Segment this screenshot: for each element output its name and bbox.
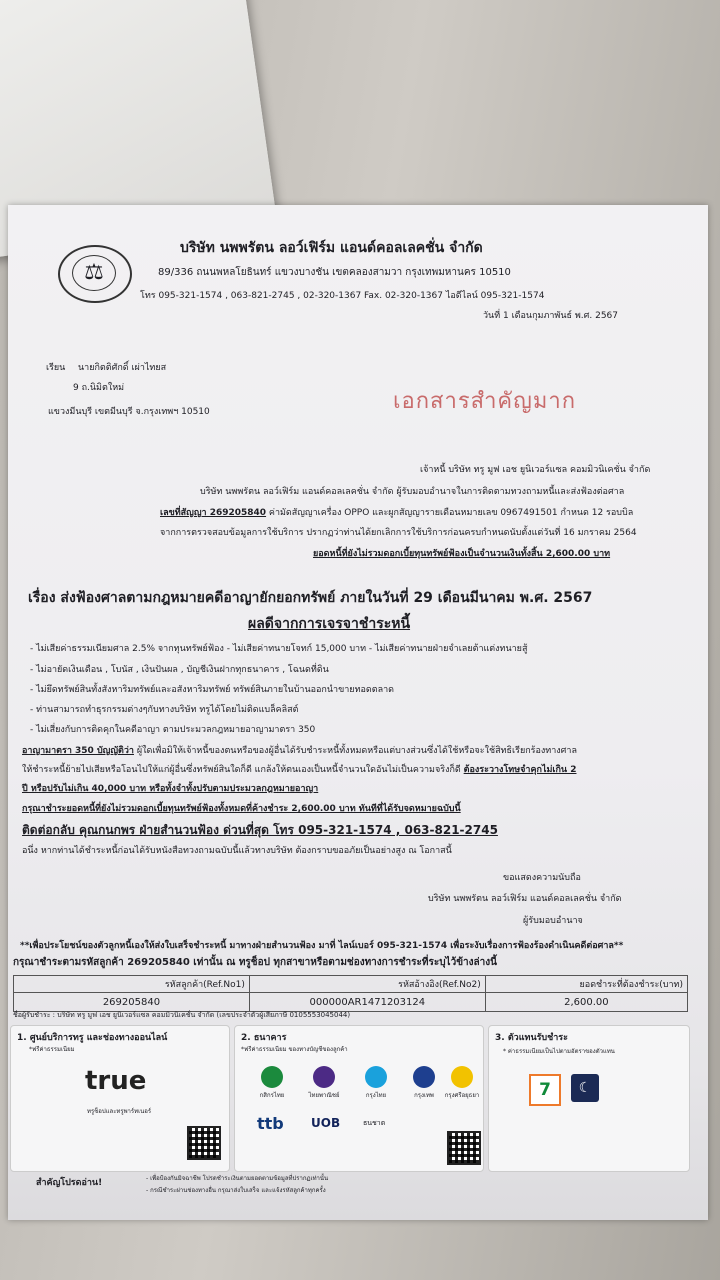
closing-respect: ขอแสดงความนับถือ [503, 873, 581, 883]
letter-subject: เรื่อง ส่งฟ้องศาลตามกฎหมายคดีอาญายักยอกทรัพย์ ภายในวันที่ 29 เดือนมีนาคม พ.ศ. 2567 [28, 590, 593, 606]
footer-note-1: - เพื่อป้องกันมิจฉาชีพ โปรดชำระเงินตามยอดตามข้อมูลที่ปรากฏเท่านั้น [146, 1175, 329, 1182]
closing-company: บริษัท นพพรัตน ลอว์เฟิร์ม แอนด์คอลเลคชั่น จำกัด [428, 894, 622, 904]
table-header-cell: รหัสอ้างอิง(Ref.No2) [249, 976, 485, 993]
service-cancel-line: จากการตรวจสอบข้อมูลการใช้บริการ ปรากฏว่าท่านได้ยกเลิกการใช้บริการก่อนครบกำหนดนับตั้งแต่วันที่ 16 มกราคม 2564 [160, 528, 637, 538]
contract-number: เลขที่สัญญา 269205840 [160, 508, 267, 518]
receipt-notice: **เพื่อประโยชน์ของตัวลูกหนี้เองให้ส่งใบเสร็จชำระหนี้ มาทางฝ่ายสำนวนฟ้อง มาที่ ไลน์เบอร์ 095-321-1574 เพื่อระงับเรื่องการฟ้องร้องดำเนินคดีต่อศาล** [20, 941, 624, 951]
table-header-cell: รหัสลูกค้า(Ref.No1) [14, 976, 250, 993]
krungthai-bank-icon [365, 1066, 387, 1088]
table-header-cell: ยอดชำระที่ต้องชำระ(บาท) [485, 976, 687, 993]
channel-true-shop [10, 1025, 230, 1172]
recipient-address-2: แขวงมีนบุรี เขตมีนบุรี จ.กรุงเทพฯ 10510 [48, 407, 210, 417]
contract-detail: ค่ามัดสัญญาเครื่อง OPPO และผูกสัญญารายเดือนหมายเลข 0967491501 กำหนด 12 รอบบิล [266, 508, 634, 518]
channel-agents [488, 1025, 690, 1172]
letter-document [8, 205, 708, 1220]
law-section-line-1: อาญามาตรา 350 บัญญัติว่า ผู้ใดเพื่อมิให้เจ้าหนี้ของตนหรือของผู้อื่นได้รับชำระหนี้ทั้งหมดหรือแต่บางส่วนซึ่งได้ใช้หรือจะใช้สิทธิเรียกร้องทางศาล [22, 746, 577, 756]
benefit-item: - ไม่เสี่ยงกับการติดคุกในคดีอาญา ตามประมวลกฎหมายอาญามาตรา 350 [30, 725, 316, 735]
channel-1-subtitle: *ฟรีค่าธรรมเนียม [29, 1046, 75, 1053]
important-label: สำคัญโปรดอ่าน! [36, 1178, 103, 1188]
benefit-item: - ไม่อายัดเงินเดือน , โบนัส , เงินปันผล , บัญชีเงินฝากทุกธนาคาร , โฉนดที่ดิน [30, 665, 329, 675]
seven-eleven-icon: 7 [529, 1074, 561, 1106]
creditor-line: เจ้าหนี้ บริษัท ทรู มูฟ เอช ยูนิเวอร์แซล คอมมิวนิเคชั่น จำกัด [420, 465, 651, 475]
payment-ref-notice: กรุณาชำระตามรหัสลูกค้า 269205840 เท่านั้น ณ ทรูช็อป ทุกสาขาหรือตามช่องทางการชำระที่ระบุไว้ข้างล่างนี้ [13, 957, 497, 968]
result-heading: ผลดีจากการเจรจาชำระหนี้ [248, 616, 411, 632]
apology-line: อนึ่ง หากท่านได้ชำระหนี้ก่อนได้รับหนังสือทวงถามฉบับนี้แล้วทางบริษัท ต้องกราบขออภัยเป็นอย่างสูง ณ โอกาสนี้ [22, 846, 452, 856]
qr-code-icon [447, 1131, 481, 1165]
channel-1-title: 1. ศูนย์บริการทรู และช่องทางออนไลน์ [17, 1033, 168, 1043]
recipient-label: เรียน [46, 363, 66, 373]
company-name: บริษัท นพพรัตน ลอว์เฟิร์ม แอนด์คอลเลคชั่น จำกัด [180, 240, 483, 256]
true-caption: ทรูช็อปและทรูพาร์ทเนอร์ [87, 1108, 152, 1115]
company-phones: โทร 095-321-1574 , 063-821-2745 , 02-320-1367 Fax. 02-320-1367 ไอดีไลน์ 095-321-1574 [140, 291, 545, 301]
scales-of-justice-icon: ⚖ [72, 255, 116, 291]
true-logo: true [85, 1066, 147, 1096]
krungsri-bank-icon [451, 1066, 473, 1088]
law-section-line-3: ปี หรือปรับไม่เกิน 40,000 บาท หรือทั้งจำทั้งปรับตามประมวลกฎหมายอาญา [22, 784, 319, 794]
uob-bank-icon: UOB [311, 1116, 341, 1130]
reference-no-value: 000000AR1471203124 [249, 993, 485, 1012]
counter-service-icon: ☾ [571, 1074, 599, 1102]
channel-2-subtitle: *ฟรีค่าธรรมเนียม ของทางบัญชีของลูกค้า [241, 1046, 348, 1053]
contact-line: ติดต่อกลับ คุณกนกพร ฝ่ายสำนวนฟ้อง ด่วนที่สุด โทร 095-321-1574 , 063-821-2745 [22, 823, 498, 837]
channel-banks: 2. ธนาคาร *ฟรีค่าธรรมเนียม ของทางบัญชีของลูกค้า กสิกรไทย ไทยพาณิชย์ กรุงไทย กรุงเทพ กรุงศรีอยุธยา ttb UOB ธนชาต [234, 1025, 484, 1172]
channel-2-title: 2. ธนาคาร [241, 1033, 287, 1043]
qr-code-icon [187, 1126, 221, 1160]
scb-bank-icon [313, 1066, 335, 1088]
channel-3-subtitle: * ค่าธรรมเนียมเป็นไปตามอัตราของตัวแทน [503, 1048, 615, 1055]
thanachart-bank-icon: ธนชาต [363, 1119, 386, 1127]
debt-total-line: ยอดหนี้ที่ยังไม่รวมดอกเบี้ยทุนทรัพย์ฟ้องเป็นจำนวนเงินทั้งสิ้น 2,600.00 บาท [313, 549, 611, 559]
channel-3-title: 3. ตัวแทนรับชำระ [495, 1033, 568, 1043]
table-header-row [14, 976, 688, 993]
payment-reference-table [13, 975, 688, 1012]
kasikorn-bank-icon [261, 1066, 283, 1088]
closing-role: ผู้รับมอบอำนาจ [523, 916, 583, 926]
table-row [14, 993, 688, 1012]
company-logo [58, 245, 132, 303]
benefit-item: - ท่านสามารถทำธุรกรรมต่างๆกับทางบริษัท ทรูได้โดยไม่ติดแบล็คลิสต์ [30, 705, 299, 715]
contract-line [160, 505, 633, 519]
payee-line: ชื่อผู้รับชำระ : บริษัท ทรู มูฟ เอช ยูนิเวอร์แซล คอมมิวนิเคชั่น จำกัด (เลขประจำตัวผู้เสียภาษี 0105553045044) [13, 1011, 351, 1019]
recipient-name: นายกิตติศักดิ์ เผ่าไทยส [78, 363, 167, 373]
customer-ref-value: 269205840 [14, 993, 250, 1012]
authorized-agent-line: บริษัท นพพรัตน ลอว์เฟิร์ม แอนด์คอลเลคชั่น จำกัด ผู้รับมอบอำนาจในการติดตามทวงถามหนี้และส่งฟ้องต่อศาล [200, 487, 625, 497]
law-section-line-2: ให้ชำระหนี้ย้ายไปเสียหรือโอนไปให้แก่ผู้อื่นซึ่งทรัพย์สินใดก็ดี แกล้งให้ตนเองเป็นหนี้จำนวนใดอันไม่เป็นความจริงก็ดี ต้องระวางโทษจำคุกไม่เกิน 2 [22, 765, 577, 775]
letter-date: วันที่ 1 เดือนกุมภาพันธ์ พ.ศ. 2567 [483, 311, 619, 321]
amount-value: 2,600.00 [485, 993, 687, 1012]
company-address: 89/336 ถนนพหลโยธินทร์ แขวงบางชัน เขตคลองสามวา กรุงเทพมหานคร 10510 [158, 267, 511, 278]
bangkok-bank-icon [413, 1066, 435, 1088]
important-stamp: เอกสารสำคัญมาก [393, 389, 577, 414]
footer-note-2: - กรณีชำระผ่านช่องทางอื่น กรุณาส่งใบเสร็จ และแจ้งรหัสลูกค้าทุกครั้ง [146, 1187, 326, 1194]
ttb-bank-icon: ttb [257, 1114, 284, 1133]
law-section-label: อาญามาตรา 350 บัญญัติว่า [22, 746, 134, 756]
benefit-item: - ไม่เสียค่าธรรมเนียมศาล 2.5% จากทุนทรัพย์ฟ้อง - ไม่เสียค่าทนายโจทก์ 15,000 บาท - ไม่เสียค่าทนายฝ่ายจำเลยต้าแต่งทนายสู้ [30, 644, 528, 654]
recipient-address-1: 9 ถ.นิมิตใหม่ [73, 383, 125, 393]
benefit-item: - ไม่ยึดทรัพย์สินทั้งสังหาริมทรัพย์และอสังหาริมทรัพย์ ทรัพย์สินภายในบ้านออกนำขายทอดตลาด [30, 685, 395, 695]
payment-instruction: กรุณาชำระยอดหนี้ที่ยังไม่รวมดอกเบี้ยทุนทรัพย์ฟ้องทั้งหมดที่ค้างชำระ 2,600.00 บาท ทันทีที่ได้รับจดหมายฉบับนี้ [22, 804, 461, 814]
